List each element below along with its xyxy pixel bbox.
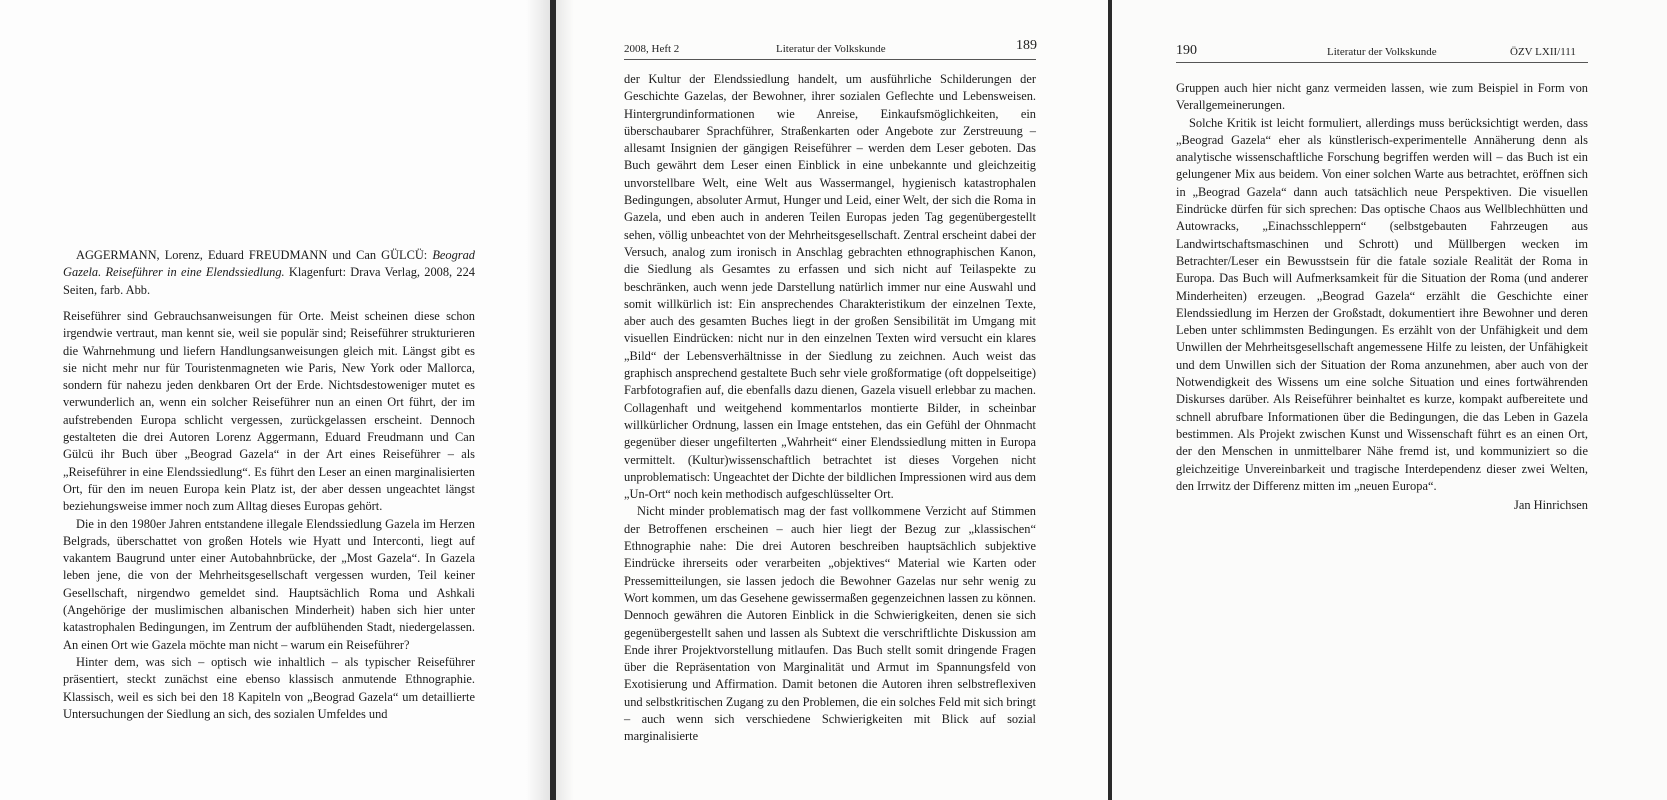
- paragraph: Reiseführer sind Gebrauchsanweisungen für Orte. Meist scheinen diese schon irgendwie vertraut, man kennt sie, weil sie populär sind; Reiseführer strukturieren die Wahrnehmung und liefern Handlungsanweisungen gleich mit. Längst gibt es sie nicht mehr nur für Touristenmagneten wie Paris, New York oder Mallorca, sondern für nahezu jeden denkbaren Ort der Erde. Nichtsdestoweniger mutet es verwunderlich an, wenn ein solcher Reiseführer nun an einen Ort führt, der im aufstrebenden Europa schlicht vergessen, zurückgelassen erscheint. Dennoch gestalteten die drei Autoren Lorenz Aggermann, Eduard Freudmann und Can Gülcü ihr Buch über „Beograd Gazela“ in der Art eines Reiseführer – als „Reiseführer in eine Elendssiedlung“. Es führt den Leser an einen marginalisierten Ort, für den im neuen Europa kein Platz ist, der aber dessen ungeachtet längst beziehungsweise immer noch zum Alltag dieses Europas gehört.: [63, 309, 475, 514]
- reviewer-signature: Jan Hinrichsen: [1514, 498, 1588, 513]
- header-rule: [624, 59, 1036, 60]
- running-head-title: Literatur der Volkskunde: [1327, 46, 1437, 58]
- gutter-shadow: [556, 0, 574, 800]
- paragraph: Hinter dem, was sich – optisch wie inhaltlich – als typischer Reiseführer präsentiert, steckt zunächst eine ebenso klassisch anmutende Ethnographie. Klassisch, weil es sich bei den 18 Kapiteln von „Beograd Gazela“ um detaillierte Untersuchungen der Siedlung an sich, des sozialen Umfeldes und: [63, 654, 475, 721]
- right-page: [1112, 0, 1667, 800]
- paragraph: Solche Kritik ist leicht formuliert, allerdings muss berücksichtigt werden, dass „Beograd Gazela“ eher als künstlerisch-experimentelle Annäherung denn als analytische wissenschaftliche Forschung begriffen werden will – das Buch ist ein gelungener Mix aus beidem. Von einer solchen Warte aus betrachtet, eröffnen sich in „Beograd Gazela“ dann auch tatsächlich neue Perspektiven. Die visuellen Eindrücke dürfen für sich sprechen: Das optische Chaos aus Wellblechhütten und Autowracks, „Einachsschleppern“ (selbstgebauten Fahrzeugen aus Landwirtschaftsmaschinen und Schrott) und Müllbergen wecken im Betrachter/Leser ein Bewusstsein für die fatale soziale Realität der Roma in Europa. Das Buch will Aufmerksamkeit für die Situation der Roma (und anderer Minderheiten) erzeugen. „Beograd Gazela“ erzählt die Geschichte einer Elendssiedlung im Herzen der Großstadt, dokumentiert ihre Bewohner und deren Leben unter schlimmsten Bedingungen. Es erzählt von der Unfähigkeit und dem Unwillen der Mehrheitsgesellschaft angemessene Hilfe zu leisten, der Unfähigkeit und dem Unwillen sich der Situation der Roma anzunehmen, aber auch von der Notwendigkeit des Wissens um eine solche Situation und eines fortwährenden Diskurses darüber. Als Reiseführer beinhaltet es kurze, kompakt aufbereitete und schnell abrufbare Informationen über die Bedingungen, die das Leben in Gazela bestimmen. Als Projekt zwischen Kunst und Wissenschaft führt es an einen Ort, der den Menschen in unmittelbarer Nähe fremd ist, und kommuniziert so die gleichzeitige Unvereinbarkeit und tragische Interdependenz dieser zwei Welten, den Irrwitz der Differenz mitten im „neuen Europa“.: [1176, 115, 1588, 493]
- paragraph: Nicht minder problematisch mag der fast vollkommene Verzicht auf Stimmen der Betroffenen erscheinen – auch hier liegt der Bezug zur „klassischen“ Ethnographie nahe: Die drei Autoren beschreiben hauptsächlich subjektive Eindrücke ihrerseits oder verarbeiten „objektives“ Material wie Karten oder Pressemitteilungen, sie lassen jedoch die Bewohner Gazelas nur sehr wenig zu Wort kommen, um das Gesehene gewissermaßen gegenzeichnen lassen zu können. Dennoch gewähren die Autoren Einblick in die Schwierigkeiten, denen sie sich gegenübergestellt sahen und lassen als Subtext die verschriftlichte Diskussion am Ende ihrer Projektvorstellung mitlaufen. Das Buch stellt somit dringende Fragen über die Repräsentation von Marginalität und Armut im Spannungsfeld von Exotisierung und Affirmation. Damit betonen die Autoren ihren selbstreflexiven und selbstkritischen Zugang zu den Problemen, die ein solches Feld mit sich bringt – auch wenn sich verschiedene Schwierigkeiten mit Blick auf sozial marginalisierte: [624, 504, 1036, 744]
- paragraph: der Kultur der Elendssiedlung handelt, um ausführliche Schilderungen der Geschichte Gazelas, der Bewohner, ihrer sozialen Geflechte und Lebensweisen. Hintergrundinformationen wie Anreise, Einkaufsmöglichkeiten, ein überschaubarer Sprachführer, Straßenkarten oder Angebote zur Zerstreuung – allesamt Insignien der gängigen Reiseführer – werden dem Leser geboten. Das Buch gewährt dem Leser einen Einblick in eine unbekannte und gleichzeitig unvorstellbare Welt, eine Welt aus Wassermangel, hygienisch katastrophalen Bedingungen, absoluter Armut, Hunger und Leid, einer Welt, der sich die Roma in Gazela, und eben auch in anderen Teilen Europas jeden Tag gegenübergestellt sehen, völlig unbeachtet von der Mehrheitsgesellschaft. Zentral erscheint dabei der Versuch, analog zum ironisch in Anschlag gebrachten ethnographischen Kanon, die Siedlung als Gesamtes zu erfassen und sich nicht auf Teilaspekte zu beschränken, auch wenn jede Darstellung natürlich immer nur eine Auswahl und somit willkürlich ist: Ein ansprechendes Charakteristikum der einzelnen Texte, aber auch des gesamten Buches liegt in der großen Sensibilität im Umgang mit visuellen Eindrücken: nicht nur in den einzelnen Texten wird versucht ein klares „Bild“ der Lebensverhältnisse in der Siedlung zu zeichnen. Auch weist das graphisch ansprechend gestaltete Buch sehr viele großformatige (oft doppelseitige) Farbfotografien auf, die ebenfalls dazu dienen, Gazela visuell erlebbar zu machen. Collagenhaft und weitgehend kommentarlos montierte Bilder, in scheinbar willkürlicher Ordnung, lassen ein Image entstehen, das ein Gefühl der Ohnmacht gegenüber dieser ungefilterten „Wahrheit“ einer Elendssiedlung mitten in Europa vermittelt. (Kultur)wissenschaftlich betrachtet ist dieses Vorgehen nicht unproblematisch: Ungeachtet der Dichte der bildlichen Impressionen wird aus dem „Un-Ort“ noch kein methodisch aufgeschlüsselter Ort.: [624, 72, 1036, 502]
- gutter-shadow: [526, 0, 550, 800]
- right-body-text: [1176, 80, 1588, 514]
- left-page: [0, 0, 550, 800]
- middle-body-text: [624, 71, 1036, 746]
- running-head-title: Literatur der Volkskunde: [776, 43, 886, 55]
- page-number: 190: [1176, 43, 1197, 58]
- running-head-volume: ÖZV LXII/111: [1510, 46, 1576, 58]
- book-reference: [63, 247, 475, 299]
- middle-page: [556, 0, 1108, 800]
- reference-publisher: Klagenfurt: Drava Verlag, 2008, 224 Seiten, farb. Abb.: [63, 265, 475, 297]
- left-body-text: [63, 308, 475, 723]
- reference-title: Beograd Gazela. Reiseführer in eine Elendssiedlung.: [63, 248, 475, 280]
- header-rule: [1176, 62, 1588, 63]
- reference-authors: AGGERMANN, Lorenz, Eduard FREUDMANN und Can GÜLCÜ:: [76, 248, 433, 262]
- paragraph: Gruppen auch hier nicht ganz vermeiden lassen, wie zum Beispiel in Form von Verallgemeinerungen.: [1176, 81, 1588, 113]
- page-number: 189: [1016, 38, 1037, 53]
- running-head-issue: 2008, Heft 2: [624, 43, 680, 55]
- paragraph: Die in den 1980er Jahren entstandene illegale Elendssiedlung Gazela im Herzen Belgrads, überschattet von großen Hotels wie Hyatt und Interconti, liegt auf vakantem Baugrund unter einer Autobahnbrücke, der „Most Gazela“. In Gazela leben jene, die von der Mehrheitsgesellschaft vergessen wurden, Teil keiner Gesellschaft, nirgendwo gemeldet sind. Hauptsächlich Roma und Ashkali (Angehörige der muslimischen albanischen Minderheit) haben sich hier unter katastrophalen Bedingungen, im Zentrum der aufblühenden Stadt, niedergelassen. An einen Ort wie Gazela möchte man nicht – warum ein Reiseführer?: [63, 516, 475, 652]
